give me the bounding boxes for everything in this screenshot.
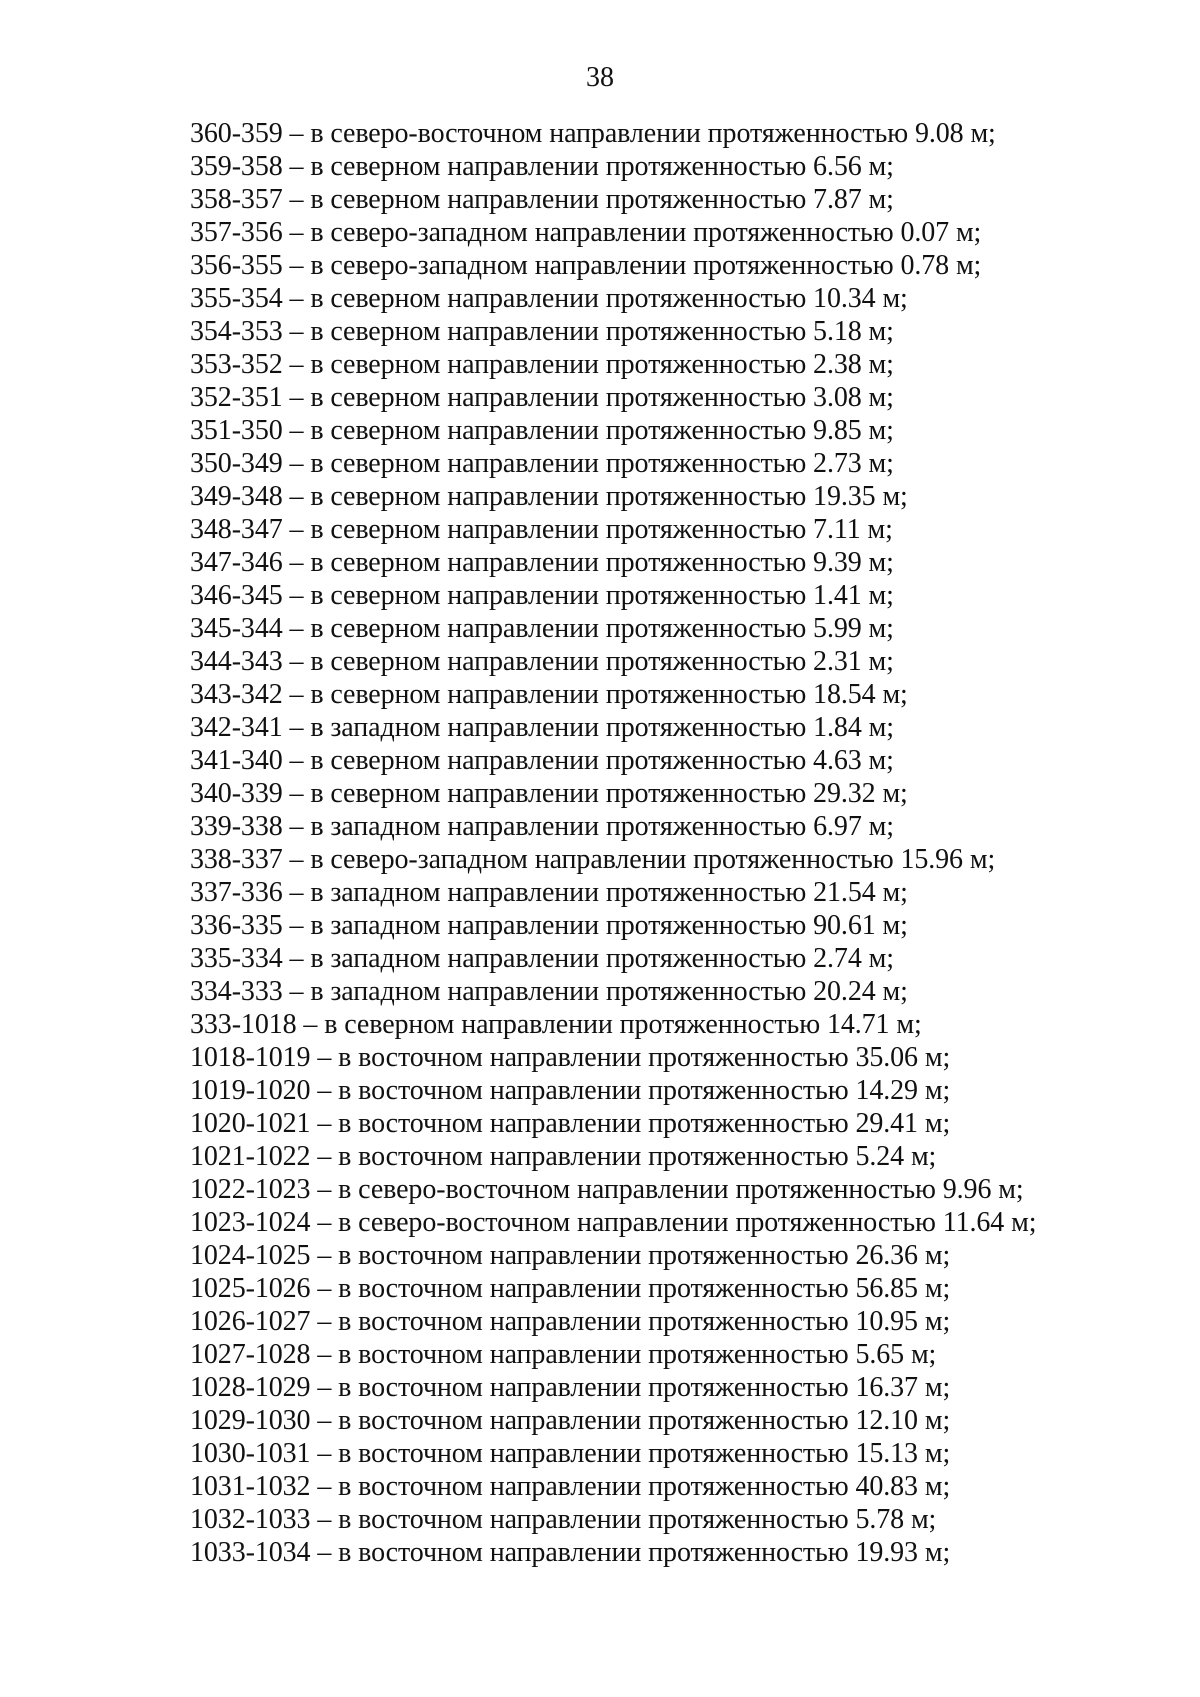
boundary-segment-line: 360-359 – в северо-восточном направлении протяженностью 9.08 м;	[190, 118, 996, 149]
boundary-segment-line: 344-343 – в северном направлении протяженностью 2.31 м;	[190, 646, 894, 677]
boundary-segment-line: 345-344 – в северном направлении протяженностью 5.99 м;	[190, 613, 894, 644]
boundary-segment-line: 353-352 – в северном направлении протяженностью 2.38 м;	[190, 349, 894, 380]
boundary-segment-line: 342-341 – в западном направлении протяженностью 1.84 м;	[190, 712, 894, 743]
boundary-segment-line: 1030-1031 – в восточном направлении протяженностью 15.13 м;	[190, 1438, 951, 1469]
boundary-segment-line: 340-339 – в северном направлении протяженностью 29.32 м;	[190, 778, 908, 809]
boundary-segment-line: 1031-1032 – в восточном направлении протяженностью 40.83 м;	[190, 1471, 951, 1502]
boundary-segment-line: 341-340 – в северном направлении протяженностью 4.63 м;	[190, 745, 894, 776]
boundary-segment-line: 358-357 – в северном направлении протяженностью 7.87 м;	[190, 184, 894, 215]
boundary-segment-line: 1023-1024 – в северо-восточном направлении протяженностью 11.64 м;	[190, 1207, 1037, 1238]
boundary-segment-line: 1018-1019 – в восточном направлении протяженностью 35.06 м;	[190, 1042, 951, 1073]
boundary-segment-line: 343-342 – в северном направлении протяженностью 18.54 м;	[190, 679, 908, 710]
boundary-segment-line: 356-355 – в северо-западном направлении протяженностью 0.78 м;	[190, 250, 982, 281]
boundary-segment-line: 1020-1021 – в восточном направлении протяженностью 29.41 м;	[190, 1108, 951, 1139]
boundary-segment-line: 336-335 – в западном направлении протяженностью 90.61 м;	[190, 910, 908, 941]
boundary-segment-line: 1019-1020 – в восточном направлении протяженностью 14.29 м;	[190, 1075, 951, 1106]
boundary-segment-line: 352-351 – в северном направлении протяженностью 3.08 м;	[190, 382, 894, 413]
boundary-segment-line: 354-353 – в северном направлении протяженностью 5.18 м;	[190, 316, 894, 347]
page-number: 38	[586, 62, 614, 93]
boundary-segment-line: 1028-1029 – в восточном направлении протяженностью 16.37 м;	[190, 1372, 951, 1403]
boundary-segment-line: 1024-1025 – в восточном направлении протяженностью 26.36 м;	[190, 1240, 951, 1271]
boundary-segment-line: 351-350 – в северном направлении протяженностью 9.85 м;	[190, 415, 894, 446]
boundary-segment-line: 334-333 – в западном направлении протяженностью 20.24 м;	[190, 976, 908, 1007]
boundary-segment-line: 349-348 – в северном направлении протяженностью 19.35 м;	[190, 481, 908, 512]
boundary-segment-line: 333-1018 – в северном направлении протяженностью 14.71 м;	[190, 1009, 922, 1040]
boundary-segment-line: 1022-1023 – в северо-восточном направлении протяженностью 9.96 м;	[190, 1174, 1024, 1205]
boundary-segment-line: 357-356 – в северо-западном направлении протяженностью 0.07 м;	[190, 217, 982, 248]
boundary-segment-line: 335-334 – в западном направлении протяженностью 2.74 м;	[190, 943, 894, 974]
boundary-segment-line: 337-336 – в западном направлении протяженностью 21.54 м;	[190, 877, 908, 908]
boundary-segment-line: 1033-1034 – в восточном направлении протяженностью 19.93 м;	[190, 1537, 951, 1568]
boundary-segment-line: 339-338 – в западном направлении протяженностью 6.97 м;	[190, 811, 894, 842]
boundary-segment-line: 355-354 – в северном направлении протяженностью 10.34 м;	[190, 283, 908, 314]
boundary-segment-line: 1029-1030 – в восточном направлении протяженностью 12.10 м;	[190, 1405, 951, 1436]
boundary-segment-line: 350-349 – в северном направлении протяженностью 2.73 м;	[190, 448, 894, 479]
boundary-segment-line: 346-345 – в северном направлении протяженностью 1.41 м;	[190, 580, 894, 611]
boundary-segment-line: 338-337 – в северо-западном направлении протяженностью 15.96 м;	[190, 844, 996, 875]
boundary-segment-line: 1021-1022 – в восточном направлении протяженностью 5.24 м;	[190, 1141, 937, 1172]
boundary-segment-list	[190, 117, 1150, 1569]
boundary-segment-line: 348-347 – в северном направлении протяженностью 7.11 м;	[190, 514, 893, 545]
boundary-segment-line: 1026-1027 – в восточном направлении протяженностью 10.95 м;	[190, 1306, 951, 1337]
boundary-segment-line: 347-346 – в северном направлении протяженностью 9.39 м;	[190, 547, 894, 578]
boundary-segment-line: 1032-1033 – в восточном направлении протяженностью 5.78 м;	[190, 1504, 937, 1535]
boundary-segment-line: 1025-1026 – в восточном направлении протяженностью 56.85 м;	[190, 1273, 951, 1304]
boundary-segment-line: 1027-1028 – в восточном направлении протяженностью 5.65 м;	[190, 1339, 937, 1370]
boundary-segment-line: 359-358 – в северном направлении протяженностью 6.56 м;	[190, 151, 894, 182]
